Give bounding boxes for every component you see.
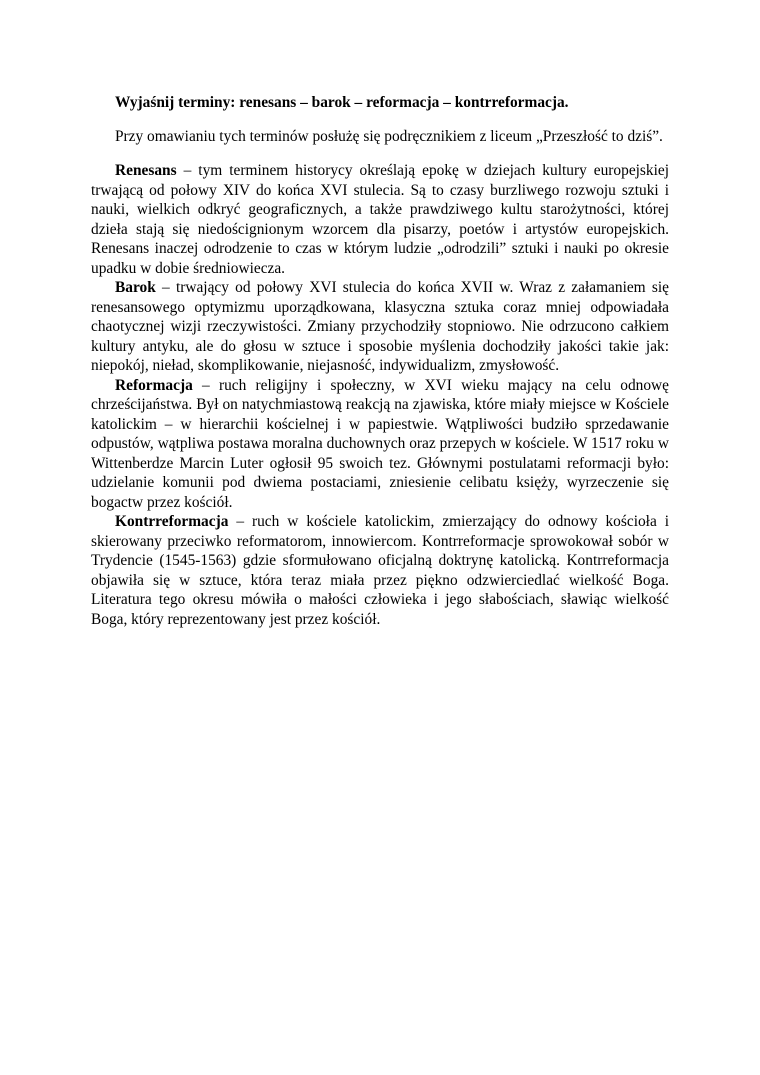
section-kontrreformacja [91,512,669,629]
section-barok [91,278,669,376]
intro-paragraph: Przy omawianiu tych terminów posłużę się podręcznikiem z liceum „Przeszłość to dziś”. [115,127,663,145]
term-renesans: Renesans [115,162,177,179]
definition-renesans: – tym terminem historycy określają epokę w dziejach kultury europejskiej trwającą od połowy XIV do końca XVI stulecia. Są to czasy burzliwego rozwoju sztuki i nauki, wielkich odkryć geograficznych, a także prawdziwego kultu starożytności, której dzieła stają się niedoścignionym wzorcem dla pisarzy, poetów i artystów europejskich. Renesans inaczej odrodzenie to czas w którym ludzie „odrodzili” sztuki i nauki po okresie upadku w dobie średniowiecza. [91,162,669,277]
definition-kontrreformacja: – ruch w kościele katolickim, zmierzający do odnowy kościoła i skierowany przeciwko reformatorom, innowiercom. Kontrreformacje sprowokował sobór w Trydencie (1545-1563) gdzie sformułowano oficjalną doktrynę katolicką. Kontrreformacja objawiła się w sztuce, która teraz miała przez piękno odzwierciedlać wielkość Boga. Literatura tego okresu mówiła o małości człowieka i jego słabościach, sławiąc wielkość Boga, który reprezentowany jest przez kościół. [91,513,669,628]
term-kontrreformacja: Kontrreformacja [115,513,229,530]
section-renesans [91,161,669,278]
definition-barok: – trwający od połowy XVI stulecia do końca XVII w. Wraz z załamaniem się renesansowego optymizmu uporządkowana, klasyczna sztuka coraz mniej odpowiadała chaotycznej wizji rzeczywistości. Zmiany przychodziły stopniowo. Nie odrzucono całkiem kultury antyku, ale do głosu w sztuce i sposobie myślenia dochodziły jakości takie jak: niepokój, nieład, skomplikowanie, niejasność, indywidualizm, zmysłowość. [91,279,669,374]
term-reformacja: Reformacja [115,376,193,394]
definition-reformacja: – ruch religijny i społeczny, w XVI wieku mający na celu odnowę chrześcijaństwa. Był on natychmiastową reakcją na zjawiska, które miały miejsce w Kościele katolickim – w hierarchii kościelnej i w papiestwie. Wątpliwości budziło sprzedawanie odpustów, wątpliwa postawa moralna duchownych oraz przepych w kościele. W 1517 roku w Wittenberdze Marcin Luter ogłosił 95 swoich tez. Głównymi postulatami reformacji było: udzielanie komunii pod dwiema postaciami, zniesienie celibatu księży, wyrzeczenie się bogactw przez kościół. [91,376,669,511]
term-barok: Barok [115,279,156,296]
document-page [91,93,669,629]
section-reformacja [91,376,669,513]
document-title: Wyjaśnij terminy: renesans – barok – reformacja – kontrreformacja. [115,94,569,111]
